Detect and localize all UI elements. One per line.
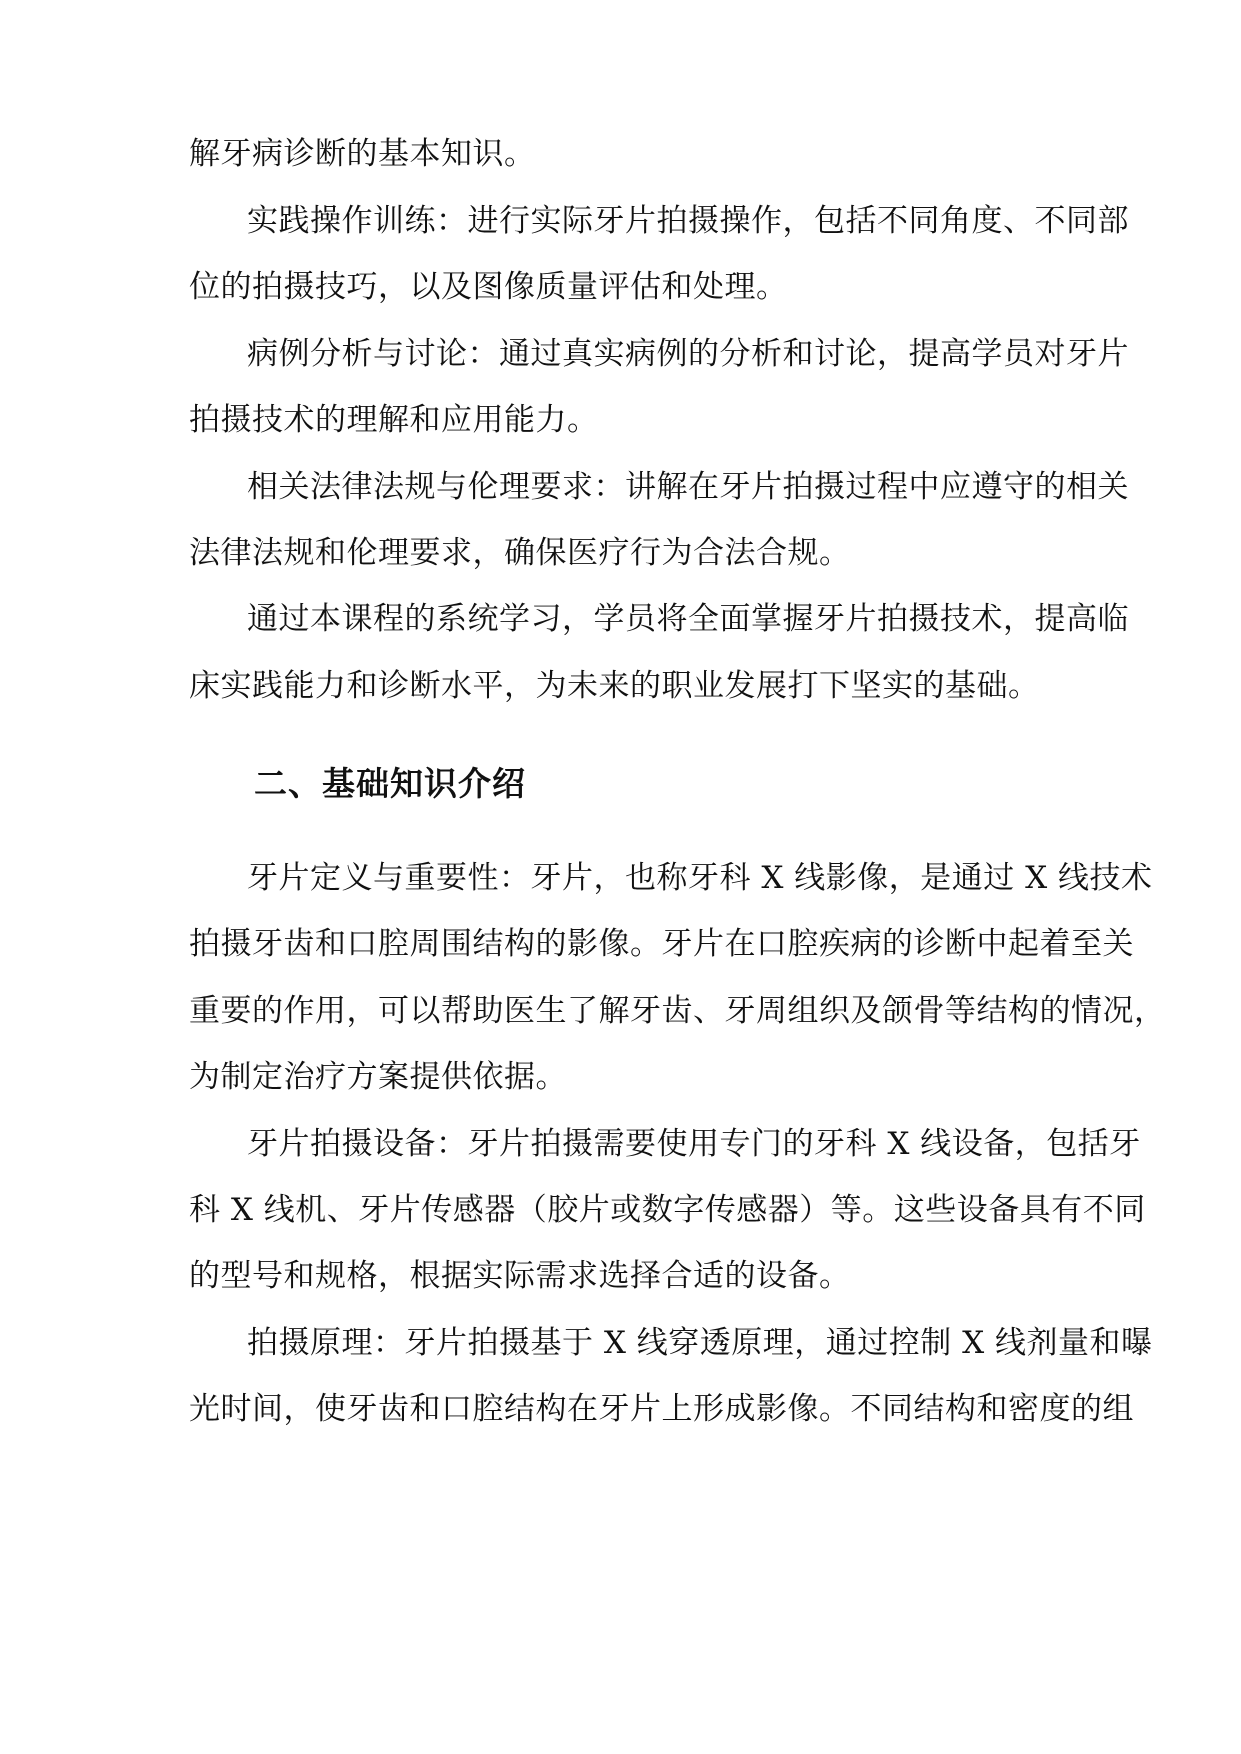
paragraph-line: 病例分析与讨论：通过真实病例的分析和讨论，提高学员对牙片 [247, 336, 1129, 372]
paragraph-line: 科 X 线机、牙片传感器（胶片或数字传感器）等。这些设备具有不同 [189, 1192, 1146, 1228]
paragraph-line: 通过本课程的系统学习，学员将全面掌握牙片拍摄技术，提高临 [247, 601, 1129, 637]
paragraph-line: 相关法律法规与伦理要求：讲解在牙片拍摄过程中应遵守的相关 [247, 469, 1129, 505]
paragraph-line: 拍摄技术的理解和应用能力。 [189, 402, 599, 438]
paragraph-line: 牙片拍摄设备：牙片拍摄需要使用专门的牙科 X 线设备，包括牙 [247, 1126, 1141, 1162]
paragraph-line: 解牙病诊断的基本知识。 [189, 136, 536, 172]
paragraph-line: 光时间，使牙齿和口腔结构在牙片上形成影像。不同结构和密度的组 [189, 1391, 1134, 1427]
paragraph-line: 为制定治疗方案提供依据。 [189, 1059, 567, 1095]
paragraph-line: 床实践能力和诊断水平，为未来的职业发展打下坚实的基础。 [189, 668, 1040, 704]
paragraph-line: 拍摄原理：牙片拍摄基于 X 线穿透原理，通过控制 X 线剂量和曝 [247, 1325, 1153, 1361]
paragraph-line: 法律法规和伦理要求，确保医疗行为合法合规。 [189, 535, 851, 571]
paragraph-line: 实践操作训练：进行实际牙片拍摄操作，包括不同角度、不同部 [247, 203, 1129, 239]
section-heading: 二、基础知识介绍 [254, 764, 526, 803]
paragraph-line: 牙片定义与重要性：牙片，也称牙科 X 线影像，是通过 X 线技术 [247, 860, 1153, 896]
paragraph-line: 拍摄牙齿和口腔周围结构的影像。牙片在口腔疾病的诊断中起着至关 [189, 926, 1134, 962]
paragraph-line: 的型号和规格，根据实际需求选择合适的设备。 [189, 1258, 851, 1294]
paragraph-line: 重要的作用，可以帮助医生了解牙齿、牙周组织及颌骨等结构的情况， [189, 993, 1166, 1029]
paragraph-line: 位的拍摄技巧，以及图像质量评估和处理。 [189, 269, 788, 305]
